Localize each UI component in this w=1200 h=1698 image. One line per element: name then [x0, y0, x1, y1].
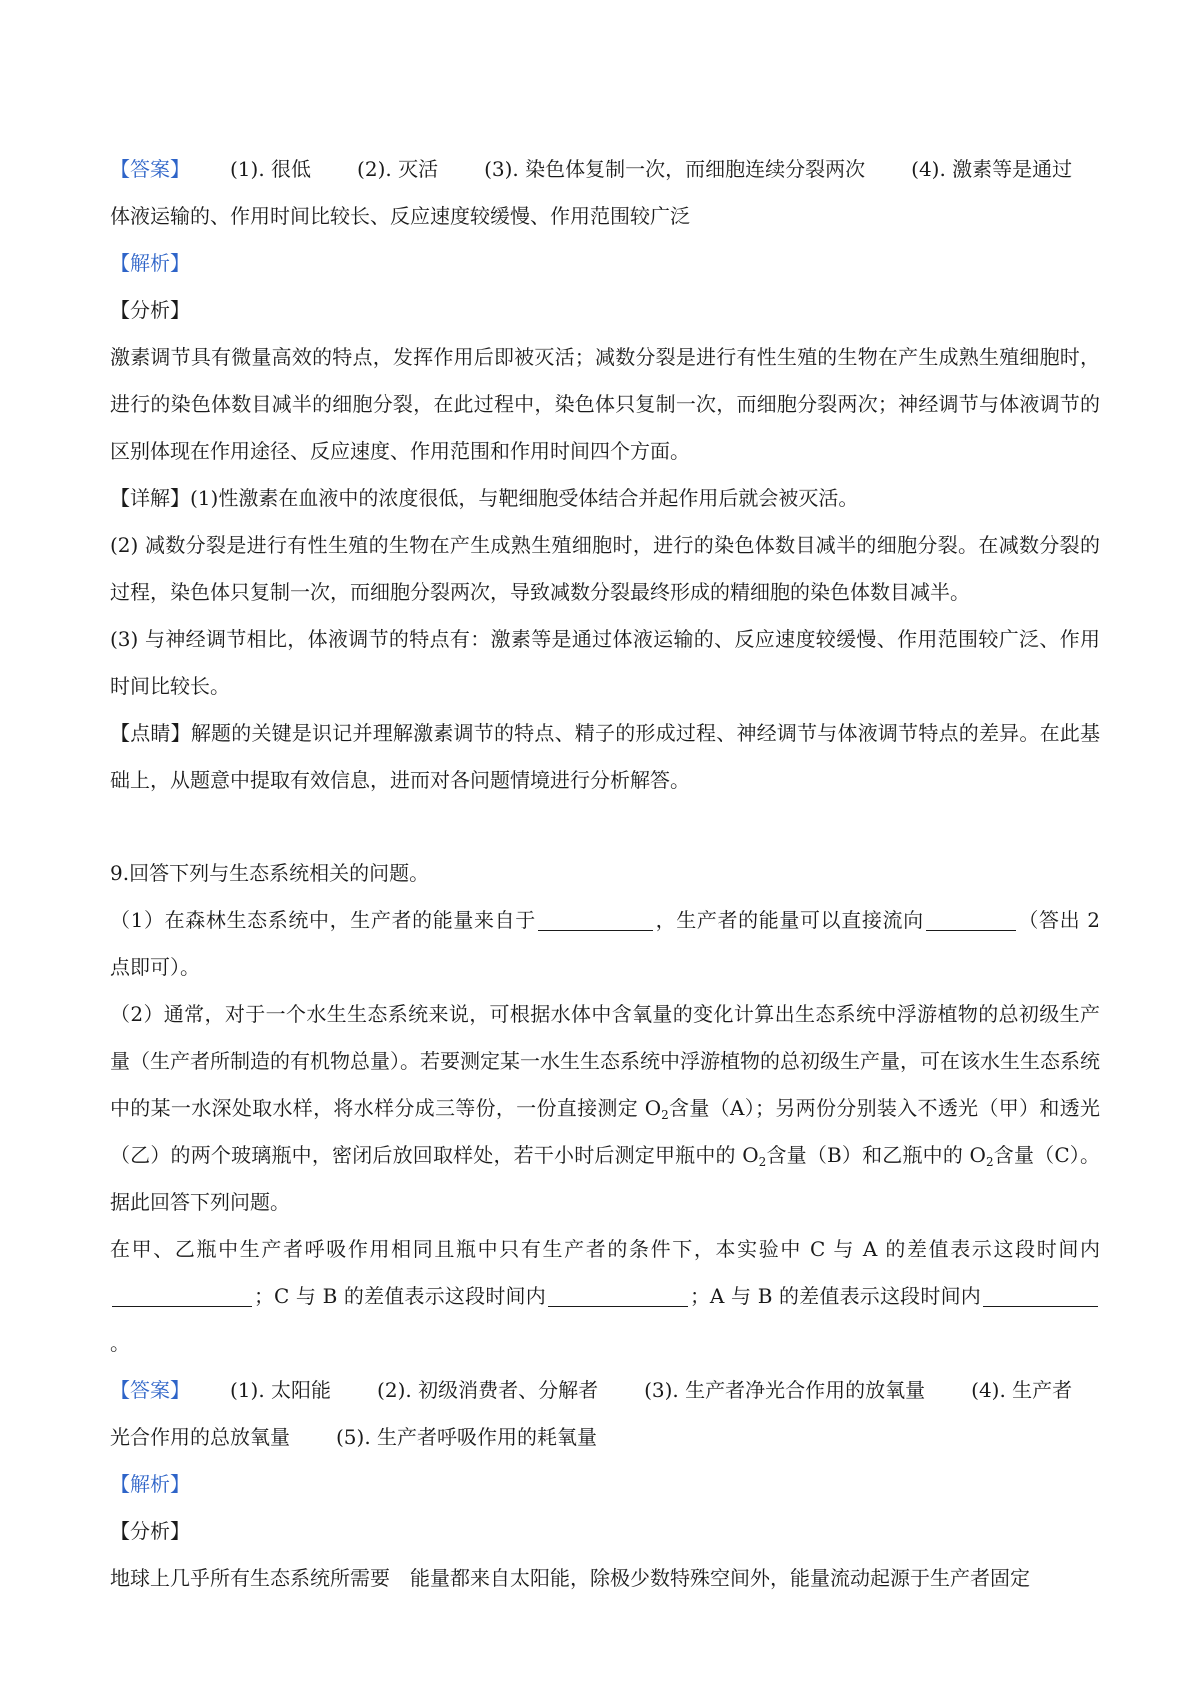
analysis-label: 【解析】 — [110, 251, 190, 275]
answer-blank-5 — [983, 1284, 1098, 1307]
q9-stem: 9.回答下列与生态系统相关的问题。 — [110, 861, 430, 885]
q8-xiangjie-1: 【详解】(1)性激素在血液中的浓度很低，与靶细胞受体结合并起作用后就会被灭活。 — [110, 486, 859, 510]
answer-item-2: (2). 灭活 — [357, 157, 439, 181]
q9-p1-b: ，生产者的能量可以直接流向 — [654, 908, 924, 932]
q9-fenxi-text: 地球上几乎所有生态系统所需要 能量都来自太阳能，除极少数特殊空间外，能量流动起源于生产者固定 — [110, 1566, 1030, 1590]
answer-blank-2 — [926, 908, 1016, 931]
answer-item-4: (4). 激素等是通过 — [911, 157, 1073, 181]
answer-item-5: (5). 生产者呼吸作用的耗氧量 — [336, 1425, 598, 1449]
q8-fenxi-text: 激素调节具有微量高效的特点，发挥作用后即被灭活；减数分裂是进行有性生殖的生物在产生成熟生殖细胞时，进行的染色体数目减半的细胞分裂，在此过程中，染色体只复制一次，而细胞分裂两次；神经调节与体液调节的区别体现在作用途径、反应速度、作用范围和作用时间四个方面。 — [110, 345, 1100, 463]
answer-blank-4 — [548, 1284, 688, 1307]
q9-p2-b: 含量（A）；另两份分别装入不透光（甲）和透光（乙）的两个玻璃瓶中，密闭后放回取样处，若干小时后测定甲瓶中的 O — [110, 1096, 1100, 1167]
answer-label: 【答案】 — [110, 1378, 190, 1402]
fenxi-label: 【分析】 — [110, 298, 190, 322]
answer-item-1: (1). 太阳能 — [230, 1378, 332, 1402]
subscript-2: 2 — [758, 1155, 767, 1169]
analysis-label: 【解析】 — [110, 1472, 190, 1496]
q8-answer-continued: 体液运输的、作用时间比较长、反应速度较缓慢、作用范围较广泛 — [110, 204, 690, 228]
q9-p1-c: （答出 2 点即可）。 — [110, 908, 1100, 979]
q9-p2-c: 含量（B）和乙瓶中的 O — [766, 1143, 986, 1167]
q9-p1-a: （1）在森林生态系统中，生产者的能量来自于 — [110, 908, 536, 932]
answer-item-3: (3). 生产者净光合作用的放氧量 — [644, 1378, 926, 1402]
answer-blank-3 — [112, 1284, 252, 1307]
q8-xiangjie-3: (3) 与神经调节相比，体液调节的特点有：激素等是通过体液运输的、反应速度较缓慢、作用范围较广泛、作用时间比较长。 — [110, 627, 1100, 698]
q9-part3 — [110, 1226, 1100, 1367]
answer-label: 【答案】 — [110, 157, 190, 181]
subscript-2: 2 — [985, 1155, 994, 1169]
q8-dianjing: 【点睛】解题的关键是识记并理解激素调节的特点、精子的形成过程、神经调节与体液调节特点的差异。在此基础上，从题意中提取有效信息，进而对各问题情境进行分析解答。 — [110, 721, 1100, 792]
q9-p3-a: 在甲、乙瓶中生产者呼吸作用相同且瓶中只有生产者的条件下，本实验中 C 与 A 的差值表示这段时间内 — [110, 1237, 1100, 1261]
answer-item-2: (2). 初级消费者、分解者 — [377, 1378, 599, 1402]
fenxi-label: 【分析】 — [110, 1519, 190, 1543]
q9-answer-continued — [110, 1414, 1100, 1461]
q9-p2-d: 含量（C）。据此回答下列问题。 — [110, 1143, 1100, 1214]
q8-xiangjie-2: (2) 减数分裂是进行有性生殖的生物在产生成熟生殖细胞时，进行的染色体数目减半的细胞分裂。在减数分裂的过程，染色体只复制一次，而细胞分裂两次，导致减数分裂最终形成的精细胞的染色体数目减半。 — [110, 533, 1100, 604]
answer-item-3: (3). 染色体复制一次，而细胞连续分裂两次 — [484, 157, 866, 181]
q9-part2 — [110, 991, 1100, 1226]
q9-p3-b: ；C 与 B 的差值表示这段时间内 — [254, 1284, 546, 1308]
document-page — [110, 146, 1100, 1602]
q9-p3-c: ；A 与 B 的差值表示这段时间内 — [689, 1284, 982, 1308]
q9-p3-d: 。 — [110, 1331, 130, 1355]
q8-answer — [110, 146, 1100, 193]
answer-blank-1 — [538, 908, 653, 931]
q9-part1 — [110, 897, 1100, 991]
subscript-2: 2 — [661, 1108, 669, 1122]
q9-p2-a: （2）通常，对于一个水生生态系统来说，可根据水体中含氧量的变化计算出生态系统中浮游植物的总初级生产量（生产者所制造的有机物总量）。若要测定某一水生生态系统中浮游植物的总初级生产量，可在该水生生态系统中的某一水深处取水样，将水样分成三等份，一份直接测定 O — [110, 1002, 1100, 1120]
answer-item-1: (1). 很低 — [230, 157, 312, 181]
q9-answer-cont-a: 光合作用的总放氧量 — [110, 1425, 290, 1449]
answer-item-4: (4). 生产者 — [971, 1378, 1073, 1402]
q9-answer — [110, 1367, 1100, 1414]
